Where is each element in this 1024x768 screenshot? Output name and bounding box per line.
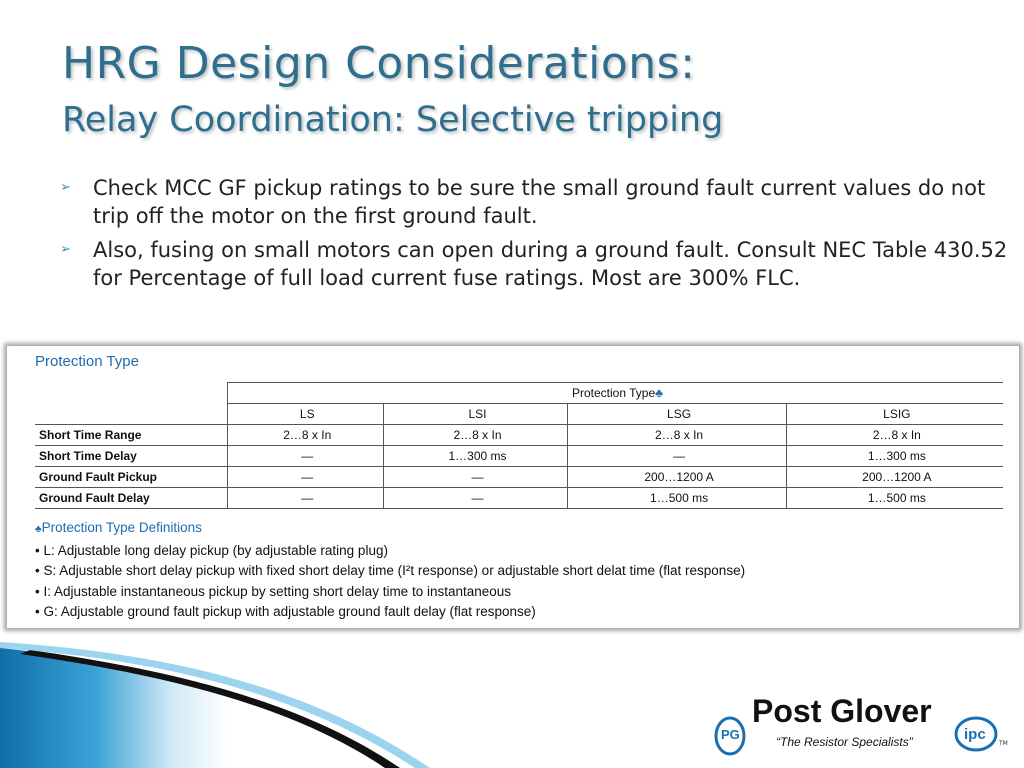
definition-item: • L: Adjustable long delay pickup (by adjustable rating plug) [35,542,388,558]
group-header: Protection Type♣ [228,383,1004,404]
table-row: Ground Fault Delay — — 1…500 ms 1…500 ms [35,488,1003,509]
definition-item: • S: Adjustable short delay pickup with fixed short delay time (I²t response) or adjustable short delat time (flat response) [35,563,746,578]
slide-title: HRG Design Considerations: [62,38,696,89]
definition-item: • G: Adjustable ground fault pickup with adjustable ground fault delay (flat response) [35,604,536,619]
arrow-bullet-icon: ➢ [60,242,71,257]
bullet-list [60,174,1010,298]
trademark-mark: TM [999,740,1008,747]
protection-type-image [7,346,1019,628]
slide-subtitle: Relay Coordination: Selective tripping [62,100,724,140]
table-row: Short Time Delay — 1…300 ms — 1…300 ms [35,446,1003,467]
column-header: LS [228,404,384,425]
pg-logo-mark: PG [721,727,740,742]
column-header: LSIG [786,404,1003,425]
bullet-item: ➢ Also, fusing on small motors can open during a ground fault. Consult NEC Table 430.52 for Percentage of full load current fuse ratings. Most are 300% FLC. [60,238,1008,290]
protection-type-table [35,382,1003,509]
protection-type-heading: Protection Type [35,353,139,370]
table-row: Short Time Range 2…8 x In 2…8 x In 2…8 x In 2…8 x In [35,425,1003,446]
company-name: Post Glover [752,693,932,729]
bullet-item: ➢ Check MCC GF pickup ratings to be sure the small ground fault current values do not trip off the motor on the first ground fault. [60,176,986,228]
column-header: LSG [568,404,786,425]
table-row: Ground Fault Pickup — — 200…1200 A 200…1200 A [35,467,1003,488]
definition-item: • I: Adjustable instantaneous pickup by setting short delay time to instantaneous [35,583,512,599]
definitions-title: ♣Protection Type Definitions [35,520,202,535]
definitions-block [35,518,745,623]
ipc-logo-mark: ipc [964,726,986,743]
company-tagline: “The Resistor Specialists” [776,735,913,749]
column-header: LSI [383,404,568,425]
arrow-bullet-icon: ➢ [60,180,71,195]
